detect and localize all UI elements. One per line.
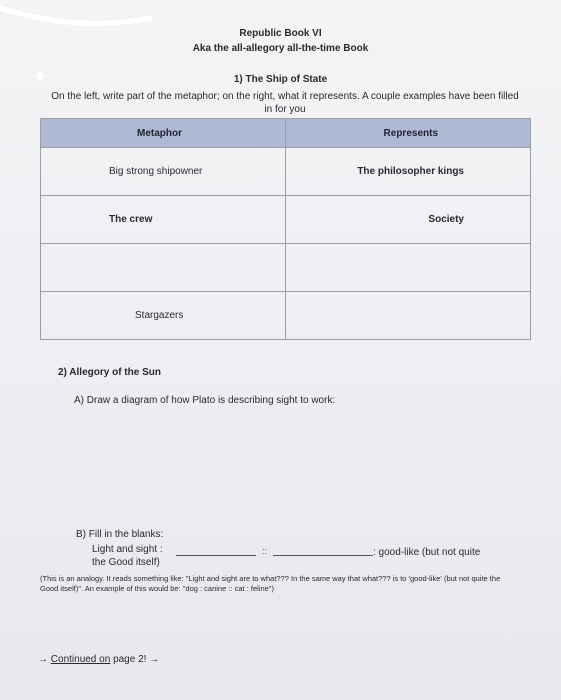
analogy-prefix: Light and sight : xyxy=(92,544,163,555)
page-reference: page 2! xyxy=(113,654,147,665)
table-row xyxy=(41,244,531,292)
arrow-right-icon: → xyxy=(38,654,48,665)
represents-cell[interactable] xyxy=(286,244,531,292)
page-title: Republic Book VI xyxy=(239,28,322,39)
blank-field-1[interactable] xyxy=(176,555,256,556)
blank-field-2[interactable] xyxy=(273,555,373,556)
table-row xyxy=(41,196,531,244)
metaphor-cell[interactable]: The crew xyxy=(41,196,286,244)
header-metaphor: Metaphor xyxy=(41,119,286,148)
continued-footer xyxy=(38,654,159,665)
section-1-heading: 1) The Ship of State xyxy=(233,74,328,85)
section-2-part-a: A) Draw a diagram of how Plato is describing sight to work: xyxy=(74,395,336,406)
analogy-note: (This is an analogy. It reads something like: "Light and sight are to what??? In the same way that what??? is to 'good-like' (but not quite the Good itself)". An example of this would be: "dog : canine :: cat : feline") xyxy=(40,574,501,593)
section-1-instructions: On the left, write part of the metaphor; on the right, what it represents. A couple examples have been filled in for you xyxy=(51,91,519,115)
arrow-right-icon: → xyxy=(149,654,160,665)
represents-cell[interactable]: Society xyxy=(286,196,531,244)
metaphor-cell[interactable] xyxy=(41,244,286,292)
table-row xyxy=(41,148,531,196)
metaphor-cell[interactable]: Stargazers xyxy=(41,292,286,340)
metaphor-table xyxy=(40,118,531,340)
metaphor-cell[interactable]: Big strong shipowner xyxy=(41,148,286,196)
section-2-heading: 2) Allegory of the Sun xyxy=(58,367,161,378)
analogy-suffix-continued: the Good itself) xyxy=(92,557,160,568)
table-row xyxy=(41,292,531,340)
section-2-part-b: B) Fill in the blanks: xyxy=(76,529,164,540)
represents-cell[interactable]: The philosopher kings xyxy=(286,148,531,196)
header-represents: Represents xyxy=(286,119,531,148)
continued-link-text: Continued on xyxy=(50,654,111,665)
analogy-suffix: : good-like (but not quite xyxy=(373,547,481,558)
page-subtitle: Aka the all-allegory all-the-time Book xyxy=(192,43,369,54)
analogy-separator: :: xyxy=(262,546,268,556)
represents-cell[interactable] xyxy=(286,292,531,340)
